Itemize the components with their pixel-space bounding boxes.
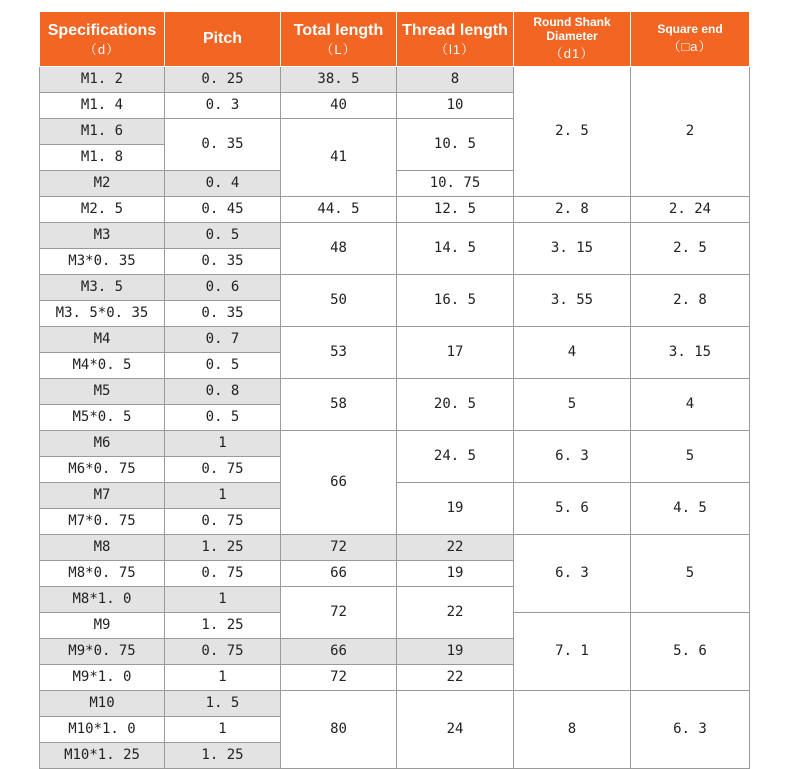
table-cell: 0. 45 xyxy=(165,197,281,223)
table-row xyxy=(40,197,750,223)
table-cell: 2 xyxy=(631,67,750,197)
table-cell: 5. 6 xyxy=(514,483,631,535)
table-cell: M9*0. 75 xyxy=(40,639,165,665)
table-cell: 17 xyxy=(397,327,514,379)
table-row xyxy=(40,223,750,249)
table-cell: 2. 5 xyxy=(631,223,750,275)
table-cell: 38. 5 xyxy=(281,67,397,93)
table-cell: 0. 5 xyxy=(165,223,281,249)
table-cell: M8 xyxy=(40,535,165,561)
header-square-end-title: Square end xyxy=(657,22,723,37)
table-row xyxy=(40,535,750,561)
table-cell: 0. 5 xyxy=(165,353,281,379)
table-cell: 1 xyxy=(165,587,281,613)
table-cell: 1 xyxy=(165,483,281,509)
table-row xyxy=(40,275,750,301)
table-row xyxy=(40,327,750,353)
table-cell: 44. 5 xyxy=(281,197,397,223)
table-cell: 80 xyxy=(281,691,397,769)
table-cell: 0. 4 xyxy=(165,171,281,197)
header-total-length-title: Total length xyxy=(293,21,384,39)
table-row xyxy=(40,431,750,457)
header-specifications-title: Specifications xyxy=(47,21,157,39)
spec-table-header xyxy=(40,12,750,67)
table-cell: 41 xyxy=(281,119,397,197)
table-cell: 66 xyxy=(281,431,397,535)
table-cell: 24. 5 xyxy=(397,431,514,483)
table-cell: 1 xyxy=(165,665,281,691)
table-cell: M4*0. 5 xyxy=(40,353,165,379)
table-cell: 8 xyxy=(514,691,631,769)
table-cell: 0. 75 xyxy=(165,639,281,665)
header-specifications xyxy=(40,12,165,67)
table-cell: 0. 6 xyxy=(165,275,281,301)
spec-table-body xyxy=(40,67,750,769)
table-cell: 8 xyxy=(397,67,514,93)
table-cell: M9*1. 0 xyxy=(40,665,165,691)
header-specifications-symbol: （d） xyxy=(83,41,121,57)
table-cell: 6. 3 xyxy=(514,535,631,613)
table-cell: 10 xyxy=(397,93,514,119)
header-square-end-symbol: （□a） xyxy=(667,39,713,55)
table-cell: M8*0. 75 xyxy=(40,561,165,587)
table-cell: M1. 8 xyxy=(40,145,165,171)
table-cell: M10 xyxy=(40,691,165,717)
table-cell: M3 xyxy=(40,223,165,249)
table-cell: 4. 5 xyxy=(631,483,750,535)
table-cell: 0. 75 xyxy=(165,561,281,587)
table-cell: 0. 7 xyxy=(165,327,281,353)
table-cell: M3*0. 35 xyxy=(40,249,165,275)
table-cell: 10. 75 xyxy=(397,171,514,197)
table-cell: M9 xyxy=(40,613,165,639)
table-cell: M10*1. 25 xyxy=(40,743,165,769)
table-row xyxy=(40,691,750,717)
table-cell: M7*0. 75 xyxy=(40,509,165,535)
table-cell: 2. 8 xyxy=(514,197,631,223)
table-cell: M3. 5 xyxy=(40,275,165,301)
table-cell: 6. 3 xyxy=(514,431,631,483)
table-cell: 1. 25 xyxy=(165,613,281,639)
table-cell: 58 xyxy=(281,379,397,431)
table-cell: 0. 25 xyxy=(165,67,281,93)
table-cell: 1. 25 xyxy=(165,743,281,769)
table-cell: 19 xyxy=(397,561,514,587)
table-cell: 40 xyxy=(281,93,397,119)
header-thread-length-title: Thread length xyxy=(402,21,508,39)
table-cell: 72 xyxy=(281,535,397,561)
table-cell: 6. 3 xyxy=(631,691,750,769)
header-pitch xyxy=(165,12,281,67)
table-cell: M2 xyxy=(40,171,165,197)
table-cell: 72 xyxy=(281,587,397,639)
header-thread-length xyxy=(397,12,514,67)
table-cell: 72 xyxy=(281,665,397,691)
table-cell: 50 xyxy=(281,275,397,327)
spec-table xyxy=(39,11,750,769)
table-cell: 3. 15 xyxy=(631,327,750,379)
table-row xyxy=(40,67,750,93)
table-cell: 5 xyxy=(631,535,750,613)
header-thread-length-symbol: （l1） xyxy=(434,41,476,57)
table-cell: 22 xyxy=(397,665,514,691)
table-cell: 53 xyxy=(281,327,397,379)
table-cell: 0. 75 xyxy=(165,457,281,483)
table-cell: 7. 1 xyxy=(514,613,631,691)
table-cell: 1 xyxy=(165,717,281,743)
table-cell: 2. 8 xyxy=(631,275,750,327)
header-square-end xyxy=(631,12,750,67)
header-total-length-symbol: （L） xyxy=(320,41,357,57)
table-cell: M4 xyxy=(40,327,165,353)
table-cell: 3. 55 xyxy=(514,275,631,327)
table-cell: 0. 35 xyxy=(165,119,281,171)
table-cell: M1. 4 xyxy=(40,93,165,119)
table-cell: 0. 3 xyxy=(165,93,281,119)
header-total-length xyxy=(281,12,397,67)
table-cell: 22 xyxy=(397,587,514,639)
table-cell: 24 xyxy=(397,691,514,769)
table-cell: M1. 6 xyxy=(40,119,165,145)
table-cell: 14. 5 xyxy=(397,223,514,275)
table-cell: 1. 5 xyxy=(165,691,281,717)
table-cell: 22 xyxy=(397,535,514,561)
table-cell: M10*1. 0 xyxy=(40,717,165,743)
table-cell: M3. 5*0. 35 xyxy=(40,301,165,327)
table-cell: 5. 6 xyxy=(631,613,750,691)
table-cell: 2. 5 xyxy=(514,67,631,197)
table-cell: 19 xyxy=(397,639,514,665)
table-cell: M5*0. 5 xyxy=(40,405,165,431)
table-cell: 0. 35 xyxy=(165,249,281,275)
table-cell: 66 xyxy=(281,561,397,587)
table-row xyxy=(40,379,750,405)
header-row xyxy=(40,12,750,67)
table-cell: 4 xyxy=(631,379,750,431)
table-cell: M8*1. 0 xyxy=(40,587,165,613)
spec-table-container xyxy=(39,11,750,769)
table-cell: M5 xyxy=(40,379,165,405)
table-cell: M6 xyxy=(40,431,165,457)
table-cell: 5 xyxy=(514,379,631,431)
table-cell: 19 xyxy=(397,483,514,535)
table-cell: 3. 15 xyxy=(514,223,631,275)
table-cell: M6*0. 75 xyxy=(40,457,165,483)
header-pitch-title: Pitch xyxy=(202,30,243,48)
table-cell: 0. 35 xyxy=(165,301,281,327)
table-cell: 1. 25 xyxy=(165,535,281,561)
table-cell: 16. 5 xyxy=(397,275,514,327)
table-cell: 5 xyxy=(631,431,750,483)
table-cell: M2. 5 xyxy=(40,197,165,223)
header-round-shank-diameter-symbol: （d1） xyxy=(549,46,595,61)
table-cell: M1. 2 xyxy=(40,67,165,93)
table-cell: 48 xyxy=(281,223,397,275)
table-cell: 12. 5 xyxy=(397,197,514,223)
table-cell: 0. 5 xyxy=(165,405,281,431)
table-cell: 2. 24 xyxy=(631,197,750,223)
table-cell: 10. 5 xyxy=(397,119,514,171)
table-cell: 20. 5 xyxy=(397,379,514,431)
header-round-shank-diameter xyxy=(514,12,631,67)
table-cell: 0. 8 xyxy=(165,379,281,405)
table-cell: 66 xyxy=(281,639,397,665)
table-cell: M7 xyxy=(40,483,165,509)
table-cell: 4 xyxy=(514,327,631,379)
table-cell: 0. 75 xyxy=(165,509,281,535)
header-round-shank-diameter-title: Round Shank Diameter xyxy=(533,15,611,44)
table-cell: 1 xyxy=(165,431,281,457)
